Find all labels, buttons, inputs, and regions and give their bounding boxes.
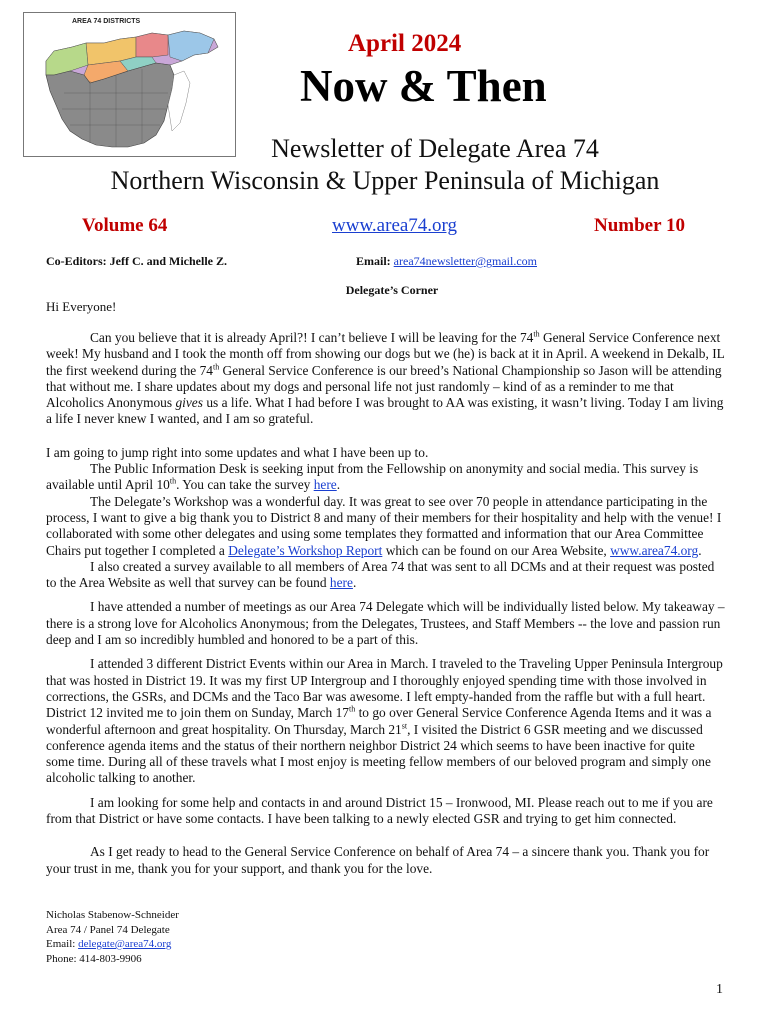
email-label: Email: <box>356 254 391 268</box>
paragraph-5: I also created a survey available to all members of Area 74 that was sent to all DCMs and at their request was posted to the Area Website as well that survey can be found here. <box>46 558 715 591</box>
paragraph-2: I am going to jump right into some updates and what I have been up to. <box>46 444 429 460</box>
workshop-report-link[interactable]: Delegate’s Workshop Report <box>228 542 383 558</box>
page-number: 1 <box>716 982 723 997</box>
map-title: AREA 74 DISTRICTS <box>72 18 141 25</box>
issue-month: April 2024 <box>348 30 462 57</box>
editors-email-line <box>356 254 537 269</box>
newsletter-region: Northern Wisconsin & Upper Peninsula of Michigan <box>110 166 660 195</box>
co-editors: Co-Editors: Jeff C. and Michelle Z. <box>46 254 227 268</box>
volume-label: Volume 64 <box>82 215 168 236</box>
paragraph-3: The Public Information Desk is seeking input from the Fellowship on anonymity and social media. This survey is available until April 10th. You can take the survey here. <box>46 461 699 493</box>
newsletter-title: Now & Then <box>300 61 547 111</box>
issue-number: Number 10 <box>594 215 685 236</box>
paragraph-4: The Delegate’s Workshop was a wonderful day. It was great to see over 70 people in attendance participating in the process, I want to give a big thank you to District 8 and many of their members for their hospitality and help with the venue! I collaborated with some other delegates and using some templates they formatted and information that our Area Committee Chairs put together I completed a Delegate’s Workshop Report which can be found on our Area Website, www.area74.org. <box>46 493 722 558</box>
letter-body <box>46 330 726 877</box>
paragraph-7: I attended 3 different District Events within our Area in March. I traveled to the Traveling Upper Peninsula Intergroup that was hosted in District 19. It was my first UP Intergroup and I thoroughly enjoyed spending time with those involved in corrections, the GSRs, and DCMs and the Taco Bar was awesome. I left empty-handed from the raffle but with a full heart. District 12 invited me to join them on Sunday, March 17th to go over General Service Conference Agenda Items and it was a wonderful afternoon and great hospitality. On Thursday, March 21st, I visited the District 6 GSR meeting and we discussed conference agenda items and the status of their northern neighbor District 24 which seems to have been inactive for quite some time. During all of these travels what I most enjoy is meeting fellow members of our beloved program and simply one alcoholic talking to another. <box>46 656 723 786</box>
delegate-email-link[interactable]: delegate@area74.org <box>78 938 172 950</box>
paragraph-1: Can you believe that it is already April?! I can’t believe I will be leaving for the 74th General Service Conference next week! My husband and I took the month off from showing our dogs but we (he) is back at it in April. A weekend in Dekalb, IL the first weekend during the 74th General Service Conference is our breed’s National Championship so Jason will be attending that without me. I share updates about my dogs and personal life not just randomly – kind of as a reminder to me that Alcoholics Anonymous gives us a life. What I had before I was brought to AA was existing, it wasn’t living. Today I am living a life I never knew I wanted, and I am so grateful. <box>46 329 725 427</box>
greeting: Hi Everyone! <box>46 299 117 314</box>
signature-role: Area 74 / Panel 74 Delegate <box>46 923 170 936</box>
survey-link[interactable]: here <box>313 477 337 493</box>
newsletter-subtitle: Newsletter of Delegate Area 74 <box>271 134 599 163</box>
newsletter-email-link[interactable]: area74newsletter@gmail.com <box>393 254 537 268</box>
signature-email-line: Email: delegate@area74.org <box>46 938 172 950</box>
section-heading: Delegate’s Corner <box>345 283 439 297</box>
website-link[interactable]: www.area74.org <box>332 215 458 236</box>
paragraph-9: As I get ready to head to the General Service Conference on behalf of Area 74 – a sincere thank you. Thank you for your trust in me, thank you for your support, and thank you for the love. <box>46 844 710 876</box>
signature-phone: Phone: 414-803-9906 <box>46 952 142 965</box>
paragraph-8: I am looking for some help and contacts in and around District 15 – Ironwood, MI. Please reach out to me if you are from that District or have some contacts. I have been talking to a newly elected GSR and trying to get him connected. <box>46 794 713 827</box>
signature-block <box>46 908 179 966</box>
area-website-link[interactable]: www.area74.org <box>610 542 699 558</box>
area-survey-link[interactable]: here <box>329 575 353 591</box>
paragraph-6: I have attended a number of meetings as our Area 74 Delegate which will be individually listed below. My takeaway – there is a strong love for Alcoholics Anonymous; from the Delegates, Trustees, and Staff Members -- the love and passion run deep and I am so incredibly humbled and honored to be a part of this. <box>46 599 725 648</box>
signature-name: Nicholas Stabenow-Schneider <box>46 909 179 921</box>
